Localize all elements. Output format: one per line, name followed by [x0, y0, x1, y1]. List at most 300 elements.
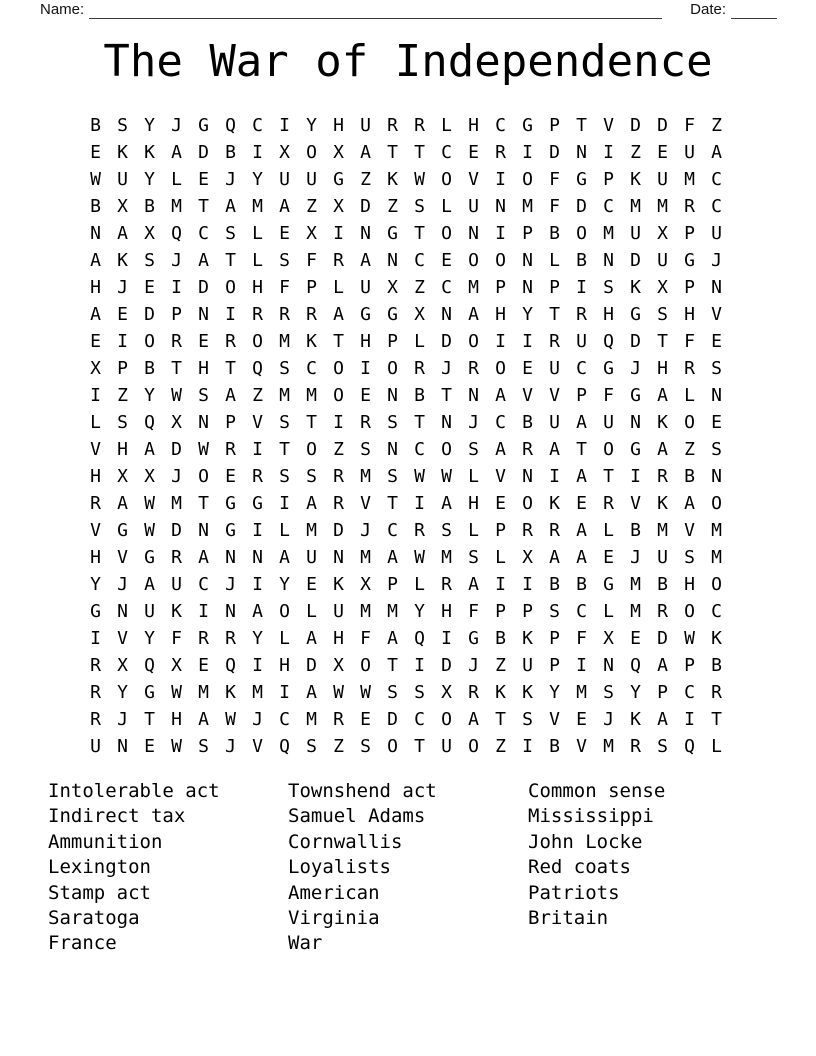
grid-letter: A: [387, 547, 398, 568]
word-list-item: Patriots: [528, 881, 620, 904]
grid-letter: U: [657, 169, 668, 190]
grid-letter: M: [522, 196, 533, 217]
grid-letter: F: [171, 628, 182, 649]
grid-letter: P: [684, 655, 695, 676]
grid-letter: M: [279, 385, 290, 406]
grid-letter: A: [279, 196, 290, 217]
grid-letter: A: [549, 439, 560, 460]
grid-row: [82, 139, 730, 166]
grid-letter: T: [198, 196, 209, 217]
grid-letter: R: [225, 628, 236, 649]
grid-letter: R: [198, 628, 209, 649]
grid-letter: O: [603, 439, 614, 460]
grid-letter: G: [333, 169, 344, 190]
grid-letter: W: [333, 682, 344, 703]
grid-letter: H: [198, 358, 209, 379]
grid-letter: N: [387, 385, 398, 406]
grid-letter: Y: [252, 628, 263, 649]
grid-letter: L: [549, 250, 560, 271]
word-list-item: John Locke: [528, 830, 643, 853]
grid-letter: I: [333, 223, 344, 244]
grid-letter: L: [684, 385, 695, 406]
grid-letter: S: [603, 277, 614, 298]
grid-letter: X: [333, 142, 344, 163]
grid-letter: V: [495, 466, 506, 487]
grid-letter: U: [279, 169, 290, 190]
grid-letter: Y: [144, 115, 155, 136]
grid-letter: N: [468, 385, 479, 406]
grid-letter: Q: [603, 331, 614, 352]
grid-letter: C: [198, 223, 209, 244]
grid-letter: Q: [225, 115, 236, 136]
grid-letter: B: [549, 574, 560, 595]
grid-letter: X: [306, 223, 317, 244]
word-list-item: Cornwallis: [288, 830, 403, 853]
grid-letter: R: [657, 601, 668, 622]
grid-letter: K: [387, 169, 398, 190]
grid-letter: V: [711, 304, 722, 325]
grid-letter: F: [684, 331, 695, 352]
grid-letter: A: [333, 304, 344, 325]
grid-letter: I: [549, 466, 560, 487]
grid-letter: E: [90, 142, 101, 163]
grid-letter: T: [414, 142, 425, 163]
grid-letter: M: [252, 682, 263, 703]
grid-row: [82, 652, 730, 679]
grid-letter: I: [225, 304, 236, 325]
grid-letter: X: [414, 304, 425, 325]
grid-letter: E: [279, 223, 290, 244]
grid-letter: Z: [387, 196, 398, 217]
grid-letter: Z: [333, 439, 344, 460]
grid-letter: D: [441, 655, 452, 676]
grid-letter: E: [360, 709, 371, 730]
grid-letter: Q: [630, 655, 641, 676]
grid-letter: Y: [306, 115, 317, 136]
grid-letter: N: [522, 277, 533, 298]
grid-letter: I: [522, 331, 533, 352]
grid-letter: Z: [252, 385, 263, 406]
grid-row: [82, 679, 730, 706]
grid-letter: C: [711, 196, 722, 217]
grid-letter: D: [144, 304, 155, 325]
grid-letter: U: [522, 655, 533, 676]
grid-letter: E: [90, 331, 101, 352]
grid-letter: A: [198, 709, 209, 730]
grid-letter: J: [171, 115, 182, 136]
grid-letter: F: [468, 601, 479, 622]
grid-letter: A: [225, 196, 236, 217]
grid-letter: E: [441, 250, 452, 271]
grid-letter: H: [279, 655, 290, 676]
grid-letter: K: [495, 682, 506, 703]
grid-letter: P: [549, 655, 560, 676]
grid-letter: Q: [414, 628, 425, 649]
grid-letter: R: [414, 115, 425, 136]
grid-letter: E: [630, 628, 641, 649]
grid-letter: H: [684, 304, 695, 325]
grid-letter: C: [414, 709, 425, 730]
grid-letter: M: [360, 547, 371, 568]
word-list-column: [48, 779, 288, 957]
grid-letter: Q: [252, 358, 263, 379]
grid-letter: T: [495, 709, 506, 730]
grid-letter: A: [306, 493, 317, 514]
grid-row: [82, 436, 730, 463]
grid-letter: U: [711, 223, 722, 244]
grid-letter: O: [441, 223, 452, 244]
grid-letter: T: [387, 493, 398, 514]
grid-letter: R: [171, 331, 182, 352]
grid-letter: R: [522, 439, 533, 460]
grid-letter: S: [117, 115, 128, 136]
grid-letter: R: [333, 493, 344, 514]
grid-row: [82, 706, 730, 733]
grid-letter: A: [117, 223, 128, 244]
grid-letter: K: [630, 709, 641, 730]
grid-letter: S: [414, 196, 425, 217]
grid-letter: B: [711, 655, 722, 676]
grid-letter: T: [387, 142, 398, 163]
grid-letter: S: [306, 466, 317, 487]
word-list-item: Red coats: [528, 856, 631, 879]
grid-letter: Z: [630, 142, 641, 163]
grid-letter: K: [144, 142, 155, 163]
grid-letter: S: [414, 682, 425, 703]
grid-letter: K: [657, 412, 668, 433]
grid-letter: X: [387, 277, 398, 298]
grid-letter: N: [441, 304, 452, 325]
grid-letter: X: [117, 466, 128, 487]
grid-letter: S: [279, 358, 290, 379]
grid-letter: T: [657, 331, 668, 352]
grid-letter: Y: [90, 574, 101, 595]
grid-letter: E: [225, 466, 236, 487]
grid-letter: C: [414, 250, 425, 271]
grid-letter: Q: [171, 223, 182, 244]
grid-letter: Z: [495, 736, 506, 757]
grid-letter: R: [711, 682, 722, 703]
grid-letter: X: [171, 412, 182, 433]
grid-letter: Q: [279, 736, 290, 757]
grid-letter: N: [90, 223, 101, 244]
grid-letter: G: [630, 304, 641, 325]
grid-letter: T: [171, 358, 182, 379]
grid-letter: P: [684, 223, 695, 244]
grid-letter: C: [576, 358, 587, 379]
word-search-grid: [82, 112, 730, 760]
grid-letter: B: [657, 574, 668, 595]
grid-row: [82, 220, 730, 247]
grid-letter: M: [360, 601, 371, 622]
grid-letter: E: [576, 493, 587, 514]
grid-letter: M: [711, 547, 722, 568]
grid-letter: D: [657, 115, 668, 136]
grid-letter: O: [387, 736, 398, 757]
word-list-item: Mississippi: [528, 805, 654, 828]
grid-letter: E: [144, 736, 155, 757]
grid-letter: P: [603, 169, 614, 190]
grid-letter: S: [198, 736, 209, 757]
grid-letter: S: [603, 682, 614, 703]
grid-letter: E: [657, 142, 668, 163]
grid-letter: R: [495, 142, 506, 163]
grid-row: [82, 409, 730, 436]
grid-letter: D: [360, 196, 371, 217]
grid-letter: M: [279, 331, 290, 352]
grid-letter: A: [576, 412, 587, 433]
grid-letter: J: [630, 358, 641, 379]
grid-letter: I: [522, 142, 533, 163]
grid-letter: G: [576, 169, 587, 190]
word-list-item: Samuel Adams: [288, 805, 426, 828]
grid-letter: K: [630, 277, 641, 298]
grid-letter: A: [549, 547, 560, 568]
grid-letter: E: [576, 709, 587, 730]
grid-letter: C: [711, 601, 722, 622]
grid-letter: U: [468, 196, 479, 217]
grid-letter: S: [360, 736, 371, 757]
grid-letter: B: [90, 196, 101, 217]
grid-letter: V: [252, 412, 263, 433]
grid-letter: C: [441, 142, 452, 163]
grid-letter: T: [225, 250, 236, 271]
word-list-item: France: [48, 932, 117, 955]
grid-letter: A: [576, 547, 587, 568]
grid-letter: K: [117, 142, 128, 163]
grid-letter: C: [279, 709, 290, 730]
grid-letter: M: [711, 520, 722, 541]
grid-letter: G: [684, 250, 695, 271]
grid-letter: V: [117, 628, 128, 649]
grid-letter: B: [144, 196, 155, 217]
grid-letter: V: [90, 520, 101, 541]
grid-letter: G: [387, 304, 398, 325]
grid-letter: L: [90, 412, 101, 433]
grid-letter: R: [279, 304, 290, 325]
grid-letter: V: [576, 736, 587, 757]
grid-letter: E: [198, 655, 209, 676]
grid-letter: C: [387, 520, 398, 541]
grid-letter: Z: [360, 169, 371, 190]
grid-letter: R: [414, 358, 425, 379]
grid-letter: A: [198, 547, 209, 568]
grid-row: [82, 247, 730, 274]
grid-letter: K: [549, 493, 560, 514]
grid-letter: O: [711, 574, 722, 595]
grid-letter: T: [603, 466, 614, 487]
grid-letter: B: [576, 250, 587, 271]
grid-letter: I: [684, 709, 695, 730]
grid-letter: T: [387, 655, 398, 676]
grid-letter: A: [684, 493, 695, 514]
grid-letter: D: [198, 142, 209, 163]
grid-letter: N: [198, 304, 209, 325]
grid-letter: I: [495, 169, 506, 190]
grid-letter: C: [495, 412, 506, 433]
grid-letter: K: [306, 331, 317, 352]
grid-letter: R: [252, 304, 263, 325]
grid-letter: N: [603, 655, 614, 676]
grid-letter: L: [603, 520, 614, 541]
grid-letter: D: [576, 196, 587, 217]
grid-letter: Q: [144, 655, 155, 676]
grid-letter: S: [225, 223, 236, 244]
grid-letter: O: [360, 655, 371, 676]
grid-letter: P: [657, 682, 668, 703]
grid-letter: N: [522, 466, 533, 487]
grid-letter: E: [198, 331, 209, 352]
grid-row: [82, 112, 730, 139]
grid-letter: J: [225, 169, 236, 190]
grid-letter: A: [90, 304, 101, 325]
grid-letter: N: [333, 547, 344, 568]
grid-letter: N: [630, 412, 641, 433]
grid-letter: I: [630, 466, 641, 487]
grid-letter: J: [360, 520, 371, 541]
grid-letter: I: [252, 655, 263, 676]
grid-letter: O: [144, 331, 155, 352]
grid-letter: J: [117, 277, 128, 298]
grid-letter: H: [117, 439, 128, 460]
grid-letter: H: [360, 331, 371, 352]
grid-letter: A: [198, 250, 209, 271]
grid-letter: S: [279, 250, 290, 271]
grid-letter: N: [522, 250, 533, 271]
grid-letter: R: [468, 682, 479, 703]
grid-letter: G: [225, 520, 236, 541]
grid-letter: M: [198, 682, 209, 703]
grid-letter: K: [333, 574, 344, 595]
grid-row: [82, 274, 730, 301]
grid-letter: E: [522, 358, 533, 379]
word-list-item: Indirect tax: [48, 805, 186, 828]
grid-letter: L: [468, 520, 479, 541]
grid-letter: L: [252, 250, 263, 271]
grid-letter: U: [306, 547, 317, 568]
grid-letter: U: [684, 142, 695, 163]
grid-letter: O: [306, 142, 317, 163]
grid-letter: N: [198, 520, 209, 541]
grid-letter: H: [90, 277, 101, 298]
grid-letter: S: [144, 250, 155, 271]
grid-letter: Q: [144, 412, 155, 433]
grid-letter: V: [468, 169, 479, 190]
grid-letter: E: [603, 547, 614, 568]
grid-letter: A: [576, 466, 587, 487]
grid-letter: H: [684, 574, 695, 595]
grid-letter: U: [90, 736, 101, 757]
grid-letter: X: [360, 574, 371, 595]
grid-letter: I: [495, 331, 506, 352]
grid-letter: C: [684, 682, 695, 703]
grid-letter: O: [495, 250, 506, 271]
grid-letter: Z: [495, 655, 506, 676]
grid-letter: F: [279, 277, 290, 298]
grid-letter: T: [333, 331, 344, 352]
grid-letter: N: [387, 250, 398, 271]
grid-letter: E: [360, 385, 371, 406]
word-list-item: Lexington: [48, 856, 151, 879]
grid-letter: A: [657, 439, 668, 460]
grid-letter: O: [468, 250, 479, 271]
grid-row: [82, 517, 730, 544]
grid-letter: T: [441, 385, 452, 406]
grid-letter: J: [225, 574, 236, 595]
grid-row: [82, 544, 730, 571]
grid-letter: G: [603, 358, 614, 379]
grid-letter: N: [198, 412, 209, 433]
grid-letter: G: [144, 547, 155, 568]
grid-letter: Y: [144, 169, 155, 190]
grid-letter: M: [684, 169, 695, 190]
grid-letter: P: [549, 115, 560, 136]
grid-letter: A: [441, 493, 452, 514]
word-list-item: Common sense: [528, 780, 666, 802]
grid-letter: N: [117, 736, 128, 757]
grid-letter: O: [441, 709, 452, 730]
grid-letter: Y: [414, 601, 425, 622]
grid-letter: S: [117, 412, 128, 433]
grid-letter: I: [90, 385, 101, 406]
grid-letter: E: [306, 574, 317, 595]
grid-letter: D: [657, 628, 668, 649]
grid-letter: W: [414, 466, 425, 487]
grid-letter: N: [360, 223, 371, 244]
grid-letter: A: [90, 250, 101, 271]
grid-row: [82, 301, 730, 328]
grid-letter: X: [117, 196, 128, 217]
grid-letter: P: [171, 304, 182, 325]
grid-letter: R: [630, 736, 641, 757]
grid-letter: X: [333, 196, 344, 217]
grid-letter: L: [414, 574, 425, 595]
grid-letter: J: [225, 736, 236, 757]
grid-letter: B: [90, 115, 101, 136]
grid-letter: D: [630, 250, 641, 271]
grid-letter: G: [522, 115, 533, 136]
grid-letter: B: [576, 574, 587, 595]
grid-letter: Z: [306, 196, 317, 217]
grid-letter: N: [711, 385, 722, 406]
grid-letter: L: [468, 466, 479, 487]
grid-letter: T: [414, 736, 425, 757]
grid-letter: N: [711, 466, 722, 487]
grid-letter: O: [576, 223, 587, 244]
grid-letter: N: [117, 601, 128, 622]
grid-letter: I: [279, 115, 290, 136]
grid-letter: T: [549, 304, 560, 325]
grid-letter: W: [198, 439, 209, 460]
grid-letter: J: [252, 709, 263, 730]
grid-letter: D: [198, 277, 209, 298]
grid-letter: Z: [333, 736, 344, 757]
grid-letter: J: [468, 655, 479, 676]
grid-letter: X: [657, 277, 668, 298]
grid-letter: E: [198, 169, 209, 190]
word-list-item: Ammunition: [48, 830, 163, 853]
grid-letter: P: [576, 385, 587, 406]
grid-letter: R: [252, 466, 263, 487]
grid-letter: F: [306, 250, 317, 271]
grid-letter: O: [225, 277, 236, 298]
grid-letter: I: [252, 439, 263, 460]
grid-letter: R: [414, 520, 425, 541]
grid-letter: K: [657, 493, 668, 514]
word-list-item: Saratoga: [48, 906, 140, 929]
grid-letter: Y: [522, 304, 533, 325]
grid-letter: H: [495, 304, 506, 325]
